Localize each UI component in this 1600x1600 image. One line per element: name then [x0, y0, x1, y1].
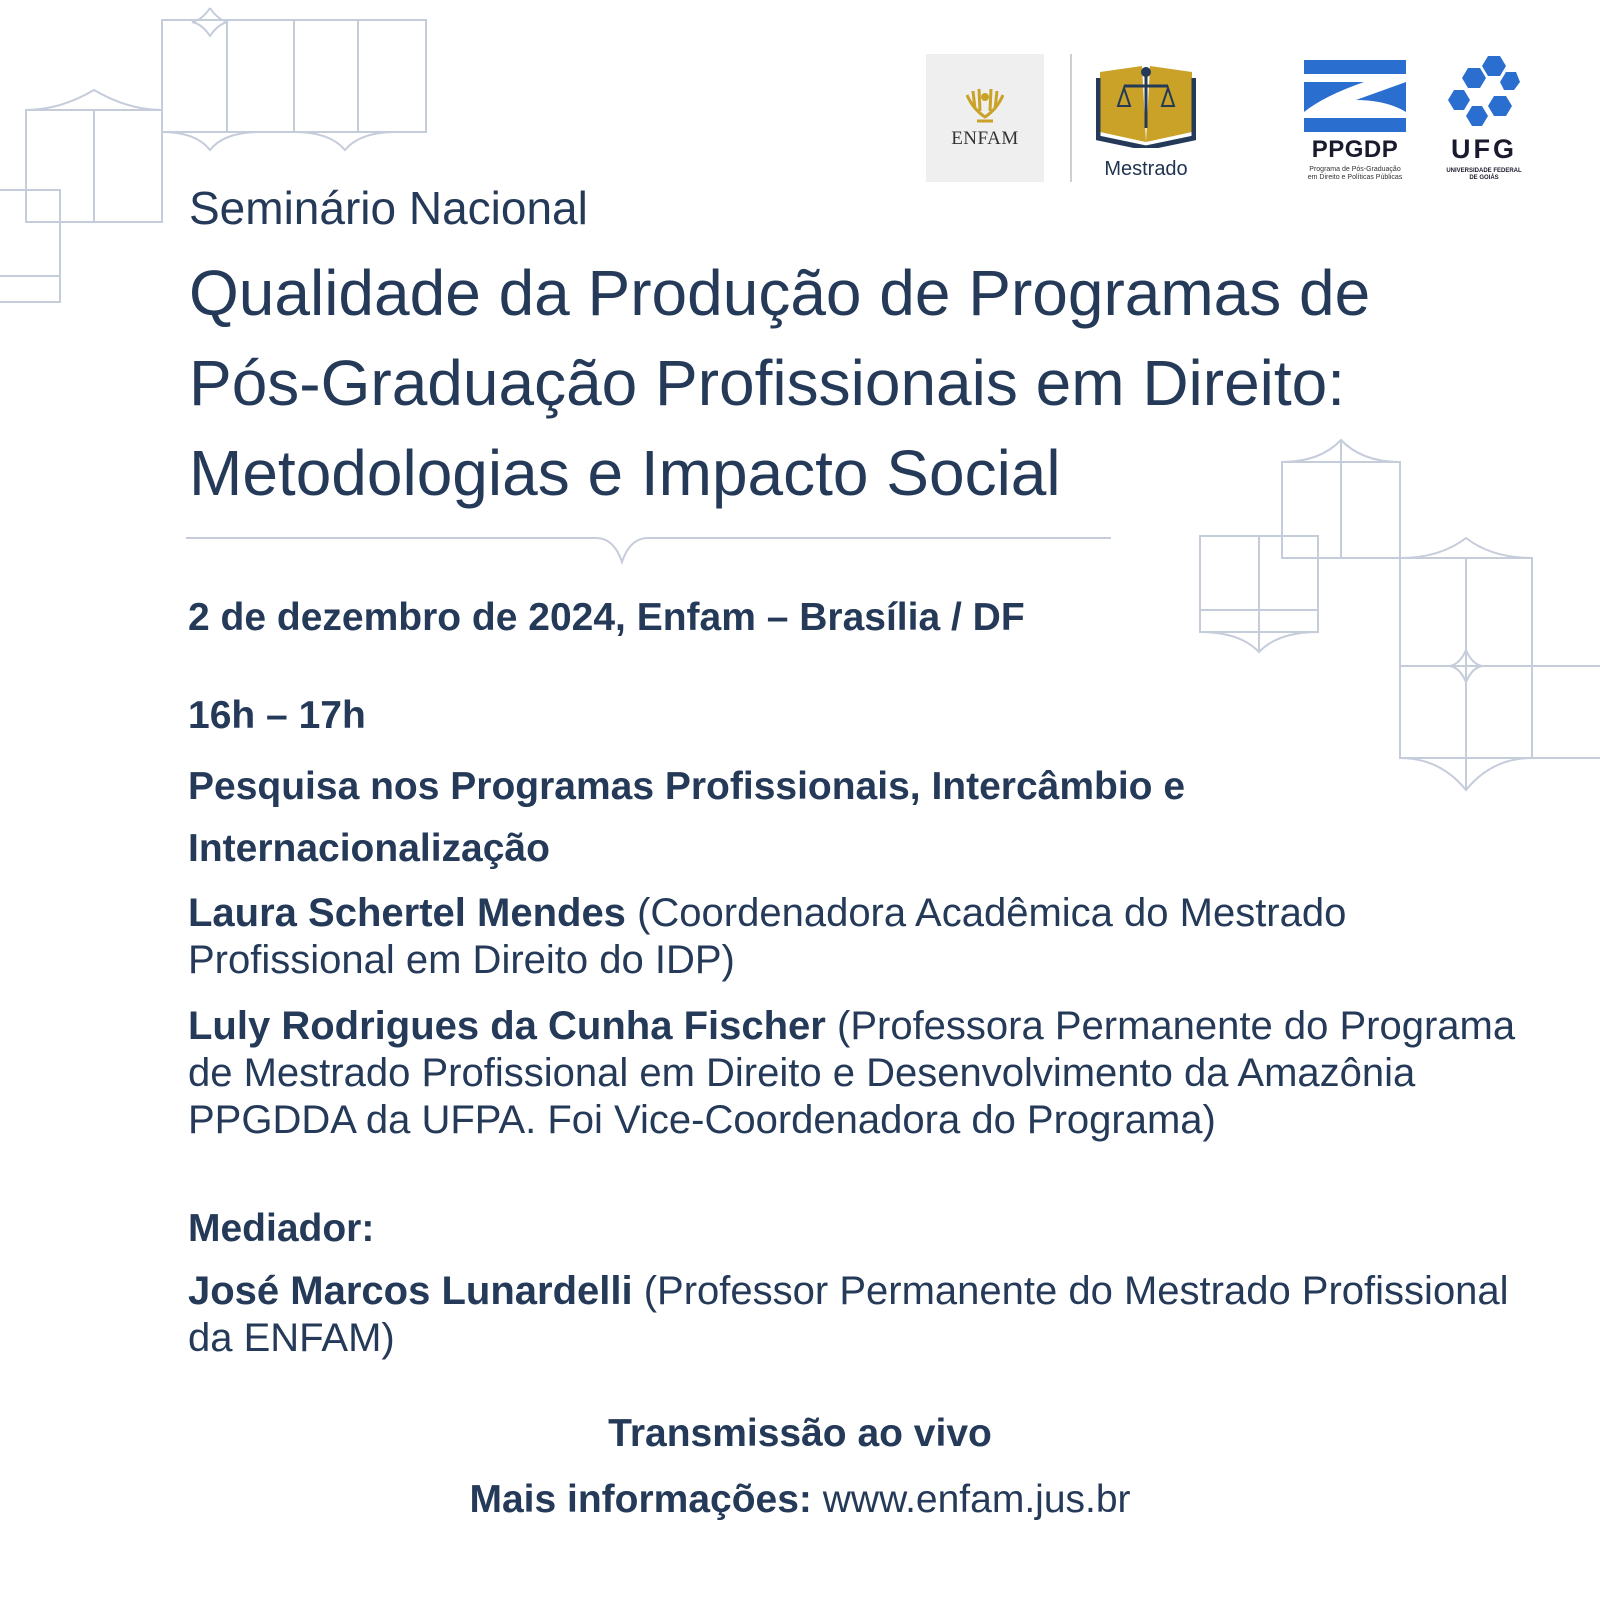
event-eyebrow: Seminário Nacional	[189, 182, 588, 234]
enfam-logo-text: ENFAM	[951, 128, 1019, 149]
mestrado-logo-text: Mestrado	[1104, 158, 1188, 180]
mediator-entry	[188, 1268, 1528, 1362]
enfam-logo	[926, 54, 1044, 182]
enfam-emblem-icon	[963, 87, 1007, 127]
speaker-entry	[188, 890, 1528, 984]
book-scales-icon	[1096, 62, 1196, 148]
mediator-name: José Marcos Lunardelli	[188, 1269, 633, 1313]
event-title-line: Qualidade da Produção de Programas de	[189, 257, 1371, 329]
ufg-hexagon-icon	[1448, 54, 1520, 130]
event-title-line: Metodologias e Impacto Social	[189, 437, 1061, 509]
website-link[interactable]: www.enfam.jus.br	[822, 1478, 1131, 1521]
mediator-role: (Professor Permanente do Mestrado Profissional da ENFAM)	[188, 1269, 1509, 1360]
live-broadcast-note: Transmissão ao vivo	[608, 1412, 992, 1455]
speaker-name: Luly Rodrigues da Cunha Fischer	[188, 1004, 826, 1048]
ufg-logo	[1446, 54, 1522, 184]
logo-divider	[1070, 54, 1072, 182]
event-title	[189, 248, 1469, 518]
speaker-role: (Professora Permanente do Programa de Mestrado Profissional em Direito e Desenvolvimento da Amazônia PPGDDA da UFPA. Foi Vice-Coordenadora do Programa)	[188, 1004, 1516, 1142]
mediator-label: Mediador:	[188, 1207, 375, 1250]
speaker-entry	[188, 1003, 1528, 1144]
ppgdp-emblem-icon	[1304, 60, 1406, 132]
event-title-line: Pós-Graduação Profissionais em Direito:	[189, 347, 1346, 419]
speaker-role: (Coordenadora Acadêmica do Mestrado Profissional em Direito do IDP)	[188, 891, 1347, 982]
speaker-name: Laura Schertel Mendes	[188, 891, 626, 935]
more-info	[0, 1478, 1600, 1522]
logo-bar	[926, 54, 1526, 184]
mestrado-logo	[1096, 62, 1196, 182]
ppgdp-logo	[1304, 60, 1406, 184]
ppgdp-logo-subtitle: Programa de Pós-Graduação em Direito e Políticas Públicas	[1307, 166, 1403, 181]
ufg-logo-subtitle: UNIVERSIDADE FEDERAL DE GOIÁS	[1446, 168, 1522, 181]
session-time: 16h – 17h	[188, 694, 366, 737]
event-date-location: 2 de dezembro de 2024, Enfam – Brasília / DF	[188, 596, 1025, 639]
more-info-label: Mais informações:	[469, 1478, 812, 1521]
section-divider	[186, 528, 1111, 576]
ppgdp-logo-title: PPGDP	[1311, 136, 1399, 163]
session-title: Pesquisa nos Programas Profissionais, Intercâmbio e Internacionalização	[188, 765, 1186, 870]
ufg-logo-title: UFG	[1451, 134, 1517, 164]
